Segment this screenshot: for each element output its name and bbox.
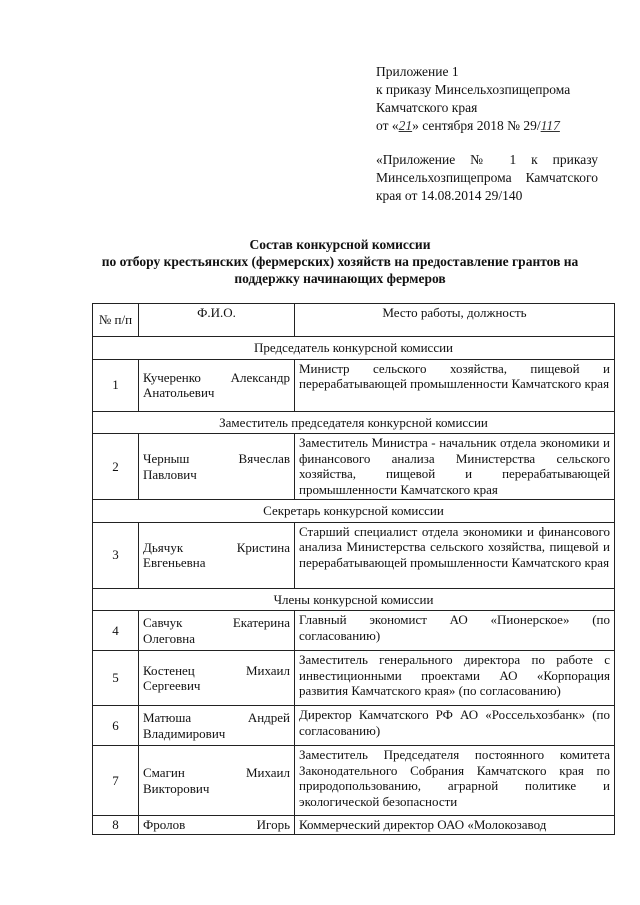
row-number: 2 bbox=[93, 434, 139, 500]
member-name bbox=[139, 746, 295, 816]
first-name: Кристина bbox=[236, 539, 290, 555]
table-body bbox=[93, 337, 615, 835]
first-name: Вячеслав bbox=[238, 451, 290, 466]
table-row bbox=[93, 706, 615, 746]
row-number: 5 bbox=[93, 651, 139, 706]
row-number: 3 bbox=[93, 522, 139, 588]
table-row bbox=[93, 522, 615, 588]
table-header-row bbox=[93, 304, 615, 337]
appendix-line2: к приказу Минсельхозпищепрома bbox=[376, 82, 571, 97]
table-row bbox=[93, 359, 615, 411]
patronymic: Евгеньевна bbox=[143, 555, 206, 570]
member-position: Коммерческий директор ОАО «Молокозавод bbox=[295, 816, 615, 835]
first-name: Михаил bbox=[245, 765, 290, 780]
surname: Черныш bbox=[143, 451, 190, 466]
table-row bbox=[93, 611, 615, 651]
patronymic: Анатольевич bbox=[143, 385, 215, 400]
appendix-line4 bbox=[376, 117, 598, 135]
handwritten-day: 21 bbox=[398, 118, 413, 133]
section-title: Члены конкурсной комиссии bbox=[93, 588, 615, 611]
first-name: Александр bbox=[230, 369, 290, 385]
member-name bbox=[139, 522, 295, 588]
table-row bbox=[93, 746, 615, 816]
appendix-line3: Камчатского края bbox=[376, 100, 478, 115]
first-name: Екатерина bbox=[232, 615, 290, 630]
table-row bbox=[93, 816, 615, 835]
surname: Савчук bbox=[143, 615, 183, 630]
member-position: Заместитель Министра - начальник отдела экономики и финансового анализа Министерства сельского хозяйства, пищевой и перерабатывающей промышленности Камчатского края bbox=[295, 434, 615, 500]
document-title bbox=[80, 236, 600, 287]
member-position: Заместитель генерального директора по работе с инвестиционными проектами АО «Корпорация развития Камчатского края» (по согласованию) bbox=[295, 651, 615, 706]
member-position: Главный экономист АО «Пионерское» (по согласованию) bbox=[295, 611, 615, 651]
table-row bbox=[93, 434, 615, 500]
handwritten-number: 117 bbox=[540, 118, 560, 133]
row-number: 7 bbox=[93, 746, 139, 816]
section-row bbox=[93, 500, 615, 523]
surname: Кучеренко bbox=[143, 369, 201, 385]
title-line1: Состав конкурсной комиссии bbox=[249, 237, 431, 252]
row-number: 4 bbox=[93, 611, 139, 651]
appendix-header bbox=[376, 63, 598, 205]
member-name bbox=[139, 706, 295, 746]
member-name bbox=[139, 434, 295, 500]
patronymic: Сергеевич bbox=[143, 678, 201, 693]
member-position: Директор Камчатского РФ АО «Россельхозбанк» (по согласованию) bbox=[295, 706, 615, 746]
section-title: Секретарь конкурсной комиссии bbox=[93, 500, 615, 523]
row-number: 8 bbox=[93, 816, 139, 835]
surname: Фролов bbox=[143, 817, 186, 832]
title-line2: по отбору крестьянских (фермерских) хозяйств на предоставление грантов на bbox=[101, 254, 579, 269]
member-position: Старший специалист отдела экономики и финансового анализа Министерства сельского хозяйства, пищевой и перерабатывающей промышленности Камчатского края bbox=[295, 522, 615, 588]
appendix-date-prefix: от « bbox=[376, 118, 399, 133]
patronymic: Павлович bbox=[143, 466, 197, 482]
surname: Дьячук bbox=[143, 539, 184, 555]
surname: Матюша bbox=[143, 710, 192, 725]
patronymic: Викторович bbox=[143, 780, 210, 796]
member-name bbox=[139, 651, 295, 706]
title-line3: поддержку начинающих фермеров bbox=[234, 271, 446, 286]
patronymic: Владимирович bbox=[143, 725, 226, 741]
patronymic: Олеговна bbox=[143, 630, 196, 646]
first-name: Игорь bbox=[256, 817, 290, 832]
member-position: Заместитель Председателя постоянного комитета Законодательного Собрания Камчатского края по природопользованию, аграрной политике и экологической безопасности bbox=[295, 746, 615, 816]
first-name: Михаил bbox=[245, 662, 290, 678]
member-name bbox=[139, 359, 295, 411]
appendix-reference: «Приложение № 1 к приказу Минсельхозпищепрома Камчатского края от 14.08.2014 29/140 bbox=[376, 152, 598, 203]
section-row bbox=[93, 337, 615, 360]
header-fio: Ф.И.О. bbox=[139, 304, 295, 337]
section-title: Председатель конкурсной комиссии bbox=[93, 337, 615, 360]
member-name bbox=[139, 816, 295, 835]
member-position: Министр сельского хозяйства, пищевой и перерабатывающей промышленности Камчатского края bbox=[295, 359, 615, 411]
section-row bbox=[93, 411, 615, 434]
row-number: 1 bbox=[93, 359, 139, 411]
section-title: Заместитель председателя конкурсной комиссии bbox=[93, 411, 615, 434]
surname: Смагин bbox=[143, 765, 185, 780]
first-name: Андрей bbox=[247, 710, 290, 725]
appendix-line1: Приложение 1 bbox=[376, 64, 459, 79]
member-name bbox=[139, 611, 295, 651]
header-position: Место работы, должность bbox=[295, 304, 615, 337]
appendix-date-mid: » сентября 2018 № 29/ bbox=[412, 118, 541, 133]
table-row bbox=[93, 651, 615, 706]
surname: Костенец bbox=[143, 662, 195, 678]
commission-table bbox=[92, 303, 615, 835]
header-num: № п/п bbox=[93, 304, 139, 337]
section-row bbox=[93, 588, 615, 611]
row-number: 6 bbox=[93, 706, 139, 746]
